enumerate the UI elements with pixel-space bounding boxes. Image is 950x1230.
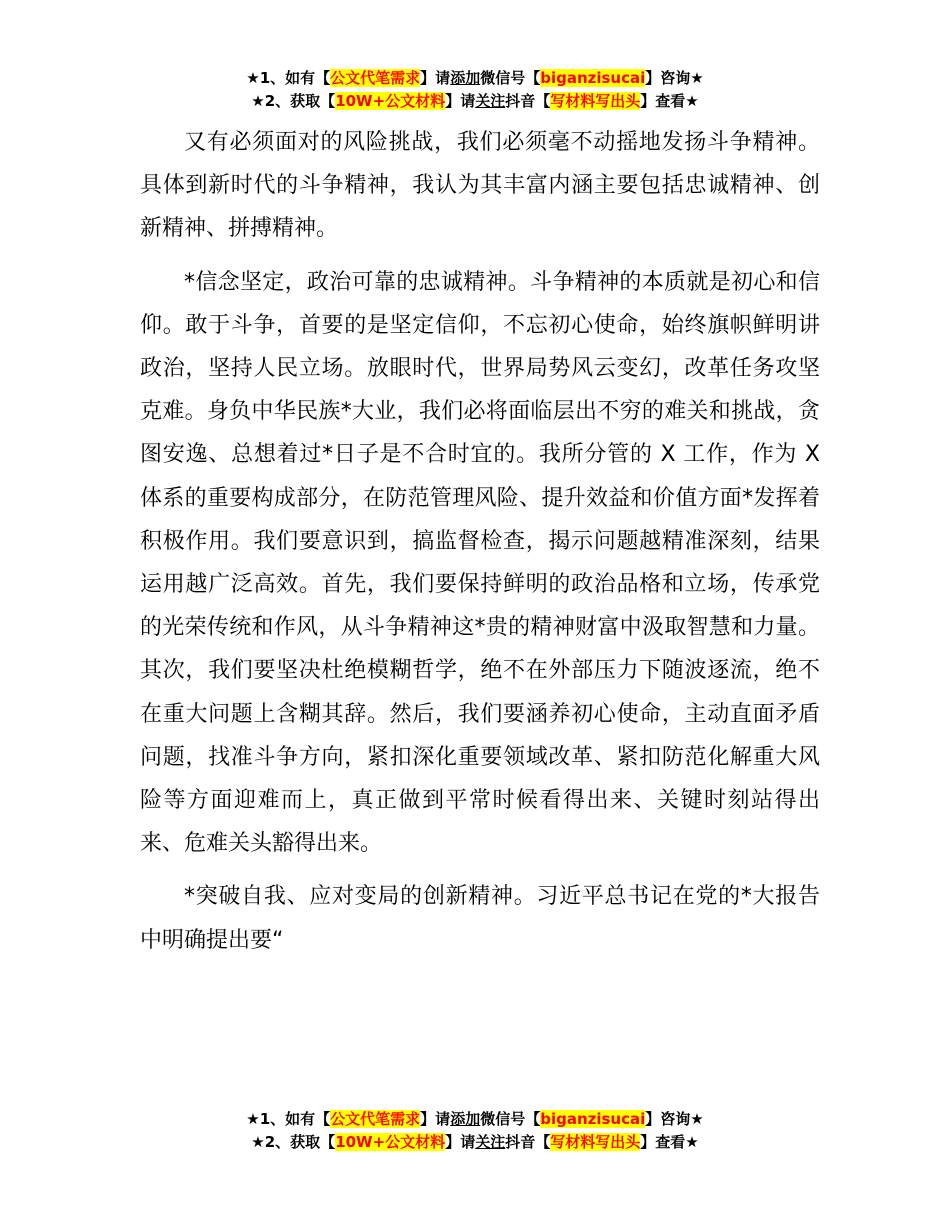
banner-highlight: 公文代笔需求 [330, 1110, 421, 1128]
banner-highlight: 10W+公文材料 [335, 1133, 446, 1151]
banner-line-2: ★2、获取【10W+公文材料】请关注抖音【写材料写出头】查看★ [251, 92, 699, 110]
banner-line-1: ★1、如有【公文代笔需求】请添加微信号【biganzisucai】咨询★ [246, 69, 704, 87]
banner-highlight: 写材料写出头 [550, 1133, 641, 1151]
paragraph: *信念坚定，政治可靠的忠诚精神。斗争精神的本质就是初心和信仰。敢于斗争，首要的是坚定信仰，不忘初心使命，始终旗帜鲜明讲政治，坚持人民立场。放眼时代，世界局势风云变幻，改革任务攻坚克难。身负中华民族*大业，我们必将面临层出不穷的难关和挑战，贪图安逸、总想着过*日子是不合时宜的。我所分管的 X 工作，作为 X 体系的重要构成部分，在防范管理风险、提升效益和价值方面*发挥着积极作用。我们要意识到，搞监督检查，揭示问题越精准深刻，结果运用越广泛高效。首先，我们要保持鲜明的政治品格和立场，传承党的光荣传统和作风，从斗争精神这*贵的精神财富中汲取智慧和力量。其次，我们要坚决杜绝模糊哲学，绝不在外部压力下随波逐流，绝不在重大问题上含糊其辞。然后，我们要涵养初心使命，主动直面矛盾问题，找准斗争方向，紧扣深化重要领域改革、紧扣防范化解重大风险等方面迎难而上，真正做到平常时候看得出来、关键时刻站得出来、危难关头豁得出来。 [140, 269, 820, 857]
banner-line-2: ★2、获取【10W+公文材料】请关注抖音【写材料写出头】查看★ [251, 1133, 699, 1151]
paragraph: *突破自我、应对变局的创新精神。习近平总书记在党的*大报告中明确提出要“ [140, 884, 820, 953]
banner-highlight: biganzisucai [540, 69, 646, 87]
paragraph: 又有必须面对的风险挑战，我们必须毫不动摇地发扬斗争精神。具体到新时代的斗争精神，我认为其丰富内涵主要包括忠诚精神、创新精神、拼搏精神。 [140, 130, 820, 242]
banner-highlight: 公文代笔需求 [330, 69, 421, 87]
banner-highlight: biganzisucai [540, 1110, 646, 1128]
banner-line-1: ★1、如有【公文代笔需求】请添加微信号【biganzisucai】咨询★ [246, 1110, 704, 1128]
banner-highlight: 写材料写出头 [550, 92, 641, 110]
header-banner [0, 67, 950, 113]
footer-banner [0, 1108, 950, 1154]
banner-highlight: 10W+公文材料 [335, 92, 446, 110]
document-body [140, 121, 820, 962]
